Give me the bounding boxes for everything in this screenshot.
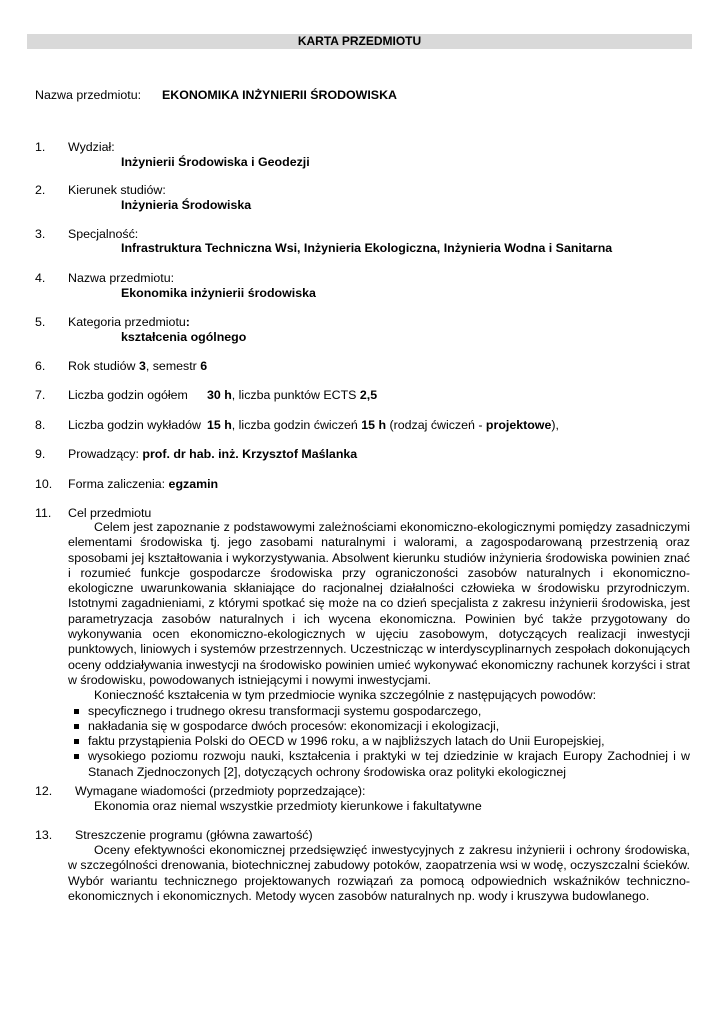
program-summary-paragraph: Oceny efektywności ekonomicznej przedsięwzięć inwestycyjnych z zakresu inżynierii i ochrony środowiska, w szczególności drenowania, biotechnicznej zabudowy potoków, zaopatrzenia wsi w wodę, oczyszczalni ścieków. Wybór wariantu technicznego projektowanych rozwiązań za pomocą odpowiednich wskaźników techniczno-ekonomicznych i ekonomicznych. Metody wycen zasobów naturalnych np. wody i kruszywa budowlanego. — [68, 843, 690, 903]
program-summary-label: Streszczenie programu (główna zawartość) — [75, 828, 313, 842]
subject-label: Nazwa przedmiotu: — [35, 88, 142, 102]
list-item: faktu przystąpienia Polski do OECD w 1996 roku, a w najbliższych latach do Unii Europejskiej, — [68, 734, 690, 749]
assessment-form: Forma zaliczenia: egzamin — [68, 477, 219, 491]
faculty-value: Inżynierii Środowiska i Geodezji — [121, 155, 310, 169]
item-number: 2. — [35, 183, 46, 197]
category-label: Kategoria przedmiotu: — [68, 315, 190, 329]
list-item: wysokiego poziomu rozwoju nauki, kształcenia i praktyki w tej dziedzinie w krajach Europy Zachodniej i w Stanach Zjednoczonych [2], dotyczących ochrony środowiska oraz polityki ekologicznej — [68, 749, 690, 780]
bullet-icon — [74, 754, 79, 759]
field-of-study-label: Kierunek studiów: — [68, 183, 166, 197]
course-name-value: Ekonomika inżynierii środowiska — [121, 286, 316, 300]
category-value: kształcenia ogólnego — [121, 330, 247, 344]
field-of-study-value: Inżynieria Środowiska — [121, 198, 252, 212]
specialty-label: Specjalność: — [68, 227, 139, 241]
item-number: 5. — [35, 315, 46, 329]
course-goal-paragraph: Celem jest zapoznanie z podstawowymi zależnościami ekonomiczno-ekologicznymi pomiędzy zasadniczymi elementami środowiska tj. jego zasobami naturalnymi i walorami, a zagospodarowaną przestrzenią oraz sposobami jej kształtowania i wykorzystywania. Absolwent kierunku studiów inżynieria środowiska powinien znać i rozumieć funkcje gospodarcze środowiska przy ograniczoności zasobów naturalnych i ekonomiczno-ekologiczne uwarunkowania skłaniające do racjonalnej działalności człowieka w środowisku przyrodniczym. Istotnymi zagadnieniami, z którymi spotkać się może na co dzień specjalista z zakresu inżynierii środowiska, jest parametryzacja zasobów naturalnych i ich wycena ekonomiczna. Powinien być także przygotowany do wykonywania ocen ekonomiczno-ekologicznych w ujęciu zasobowym, dotyczących realizacji inwestycji punktowych, liniowych i systemów przestrzennych. Uczestnicząc w interdyscyplinarnych zespołach dokonujących oceny oddziaływania inwestycji na środowisko powinien umieć wykonywać ekonomiczny rachunek korzyści i strat w środowisku, powodowanych istniejącymi i nowymi inwestycjami. — [68, 520, 690, 687]
item-number: 12. — [35, 784, 53, 798]
faculty-label: Wydział: — [68, 140, 115, 154]
program-summary-body — [68, 843, 690, 904]
course-goal-label: Cel przedmiotu — [68, 506, 152, 520]
item-number: 6. — [35, 359, 46, 373]
course-goal-reasons-intro: Konieczność kształcenia w tym przedmiocie wynika szczególnie z następujących powodów: — [94, 688, 597, 703]
item-number: 11. — [35, 506, 52, 520]
year-semester: Rok studiów 3, semestr 6 — [68, 359, 208, 373]
item-number: 4. — [35, 271, 46, 285]
course-goal-body — [68, 520, 690, 780]
total-hours-label: Liczba godzin ogółem — [68, 388, 188, 402]
lecture-hours-label: Liczba godzin wykładów — [68, 418, 201, 432]
prerequisites-label: Wymagane wiadomości (przedmioty poprzedzające): — [75, 784, 366, 798]
reasons-list — [68, 704, 690, 780]
bullet-icon — [74, 739, 79, 744]
item-number: 10. — [35, 477, 53, 491]
total-hours-ects: 30 h, liczba punktów ECTS 2,5 — [207, 388, 378, 402]
prerequisites-value: Ekonomia oraz niemal wszystkie przedmioty kierunkowe i fakultatywne — [94, 799, 482, 813]
list-item: specyficznego i trudnego okresu transformacji systemu gospodarczego, — [68, 704, 690, 719]
subject-name: EKONOMIKA INŻYNIERII ŚRODOWISKA — [162, 88, 397, 102]
item-number: 8. — [35, 418, 46, 432]
bullet-icon — [74, 709, 79, 714]
document-title: KARTA PRZEDMIOTU — [27, 34, 692, 49]
item-number: 7. — [35, 388, 46, 402]
item-number: 1. — [35, 140, 46, 154]
bullet-icon — [74, 724, 79, 729]
item-number: 13. — [35, 828, 53, 842]
item-number: 3. — [35, 227, 46, 241]
lecturer: Prowadzący: prof. dr hab. inż. Krzysztof Maślanka — [68, 447, 358, 461]
lecture-exercise-hours: 15 h, liczba godzin ćwiczeń 15 h (rodzaj ćwiczeń - projektowe), — [207, 418, 559, 432]
specialty-value: Infrastruktura Techniczna Wsi, Inżynieria Ekologiczna, Inżynieria Wodna i Sanitarna — [121, 241, 613, 255]
course-name-label: Nazwa przedmiotu: — [68, 271, 175, 285]
list-item: nakładania się w gospodarce dwóch procesów: ekonomizacji i ekologizacji, — [68, 719, 690, 734]
item-number: 9. — [35, 447, 46, 461]
